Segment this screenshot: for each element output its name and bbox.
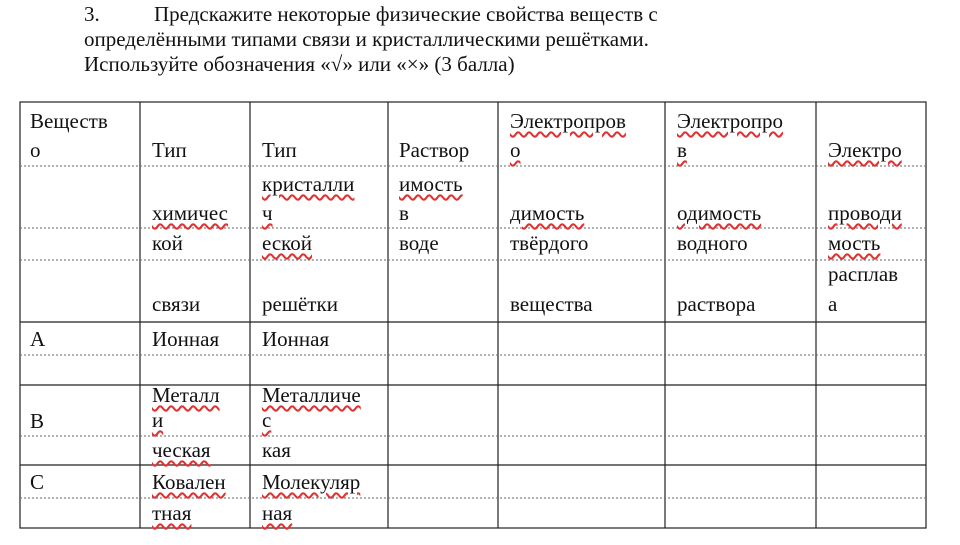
row-a-substance: A — [30, 327, 46, 351]
header-substance-2: о — [30, 138, 41, 162]
header-solubility-1: Раствор — [399, 138, 470, 162]
task-text-line3: Используйте обозначения «√» или «×» (3 балла) — [84, 52, 515, 76]
row-c-lattice-2: ная — [262, 501, 293, 525]
header-cond-solid-3: димость — [510, 201, 585, 225]
header-lattice-5: решётки — [262, 292, 338, 316]
header-cond-aqueous-3: одимость — [677, 201, 762, 225]
row-a-bond: Ионная — [152, 327, 220, 351]
task-text-line1: Предскажите некоторые физические свойства веществ с — [154, 2, 658, 26]
header-substance-1: Веществ — [30, 109, 108, 133]
task-number: 3. — [84, 2, 100, 26]
row-b-substance: B — [30, 409, 45, 433]
header-cond-aqueous-4: водного — [677, 231, 748, 255]
task-text-line2: определёнными типами связи и кристаллическими решётками. — [84, 27, 649, 51]
header-cond-aqueous-5: раствора — [677, 292, 756, 316]
header-cond-solid-4: твёрдого — [510, 231, 589, 255]
task-statement — [84, 2, 944, 77]
row-b-lattice-2: с — [262, 408, 272, 432]
header-solubility-4: воде — [399, 231, 439, 255]
header-lattice-1: Тип — [262, 138, 297, 162]
row-b-bond-3: ческая — [152, 438, 211, 462]
header-lattice-2: кристалли — [262, 172, 355, 196]
header-cond-melt-4: расплав — [828, 262, 899, 286]
header-lattice-3: ч — [262, 201, 273, 225]
header-cond-aqueous-1: Электропро — [677, 109, 783, 133]
header-cond-melt-1: Электро — [828, 138, 902, 162]
row-c-bond-2: тная — [152, 501, 192, 525]
row-b-bond-2: и — [152, 408, 164, 432]
header-solubility-2: имость — [399, 172, 463, 196]
row-c-lattice-1: Молекуляр — [262, 470, 361, 494]
row-c-substance: C — [30, 470, 45, 494]
header-cond-aqueous-2: в — [677, 138, 687, 162]
header-bond-3: кой — [152, 231, 183, 255]
header-bond-1: Тип — [152, 138, 187, 162]
header-cond-melt-3: мость — [828, 231, 881, 255]
header-cond-melt-5: а — [828, 292, 838, 316]
header-cond-solid-1: Электропров — [510, 109, 626, 133]
row-b-lattice-1: Металличе — [262, 383, 361, 407]
header-cond-melt-2: проводи — [828, 201, 902, 225]
header-cond-solid-2: о — [510, 138, 521, 162]
row-b-bond-1: Металл — [152, 383, 220, 407]
row-c-bond-1: Ковален — [152, 470, 226, 494]
row-a-lattice: Ионная — [262, 327, 330, 351]
row-b-lattice-3: кая — [262, 438, 291, 462]
header-bond-2: химичес — [152, 201, 228, 225]
header-lattice-4: еской — [262, 231, 313, 255]
header-bond-4: связи — [152, 292, 201, 316]
header-cond-solid-5: вещества — [510, 292, 593, 316]
header-solubility-3: в — [399, 201, 409, 225]
